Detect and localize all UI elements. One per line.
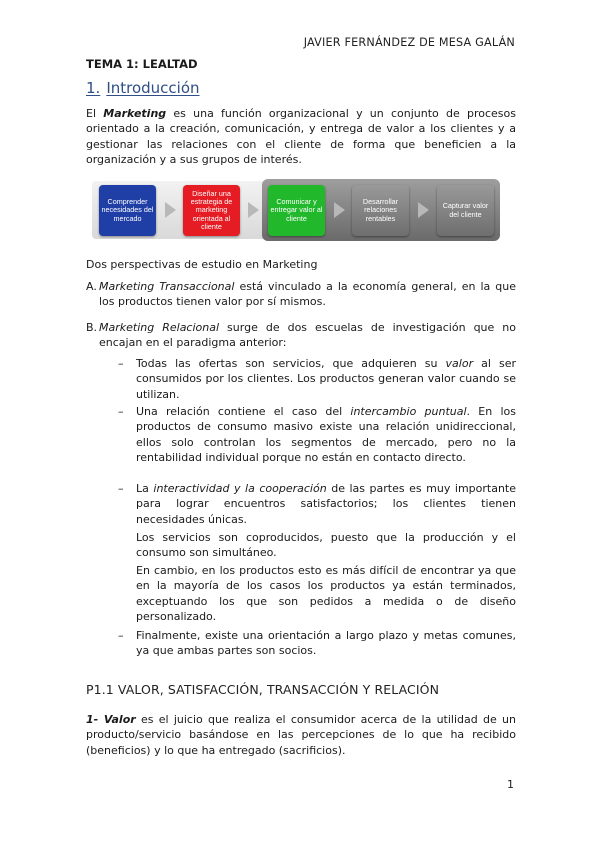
list-term: Marketing Relacional	[99, 321, 220, 334]
list-marker: A.	[86, 280, 97, 293]
process-step-label: Desarrollar relaciones rentables	[362, 197, 399, 223]
process-step-label: Comprender necesidades del mercado	[101, 197, 154, 223]
bullet-text: Finalmente, existe una orientación a largo plazo y metas comunes, ya que ambas partes son socios.	[136, 629, 516, 658]
bullet-emphasis: interactividad y la cooperación	[153, 482, 327, 495]
bullet-item-4	[118, 628, 516, 659]
bullet-text: al ser consumidos por los clientes. Los productos generan valor cuando se utilizan.	[136, 357, 516, 401]
section-title: Introducción	[106, 79, 200, 97]
arrow-right-icon	[248, 202, 259, 218]
list-marker: B.	[86, 321, 98, 334]
process-step-1	[99, 185, 156, 236]
intro-prefix: El	[86, 107, 104, 120]
section-heading-valor-satisfaccion: P1.1 VALOR, SATISFACCIÓN, TRANSACCIÓN Y RELACIÓN	[86, 682, 440, 697]
topic-title: TEMA 1: LEALTAD	[86, 57, 198, 71]
intro-term: Marketing	[103, 107, 167, 120]
valor-term: Valor	[103, 713, 136, 726]
bullet-emphasis: intercambio puntual	[350, 405, 467, 418]
section-heading-introduccion	[86, 79, 200, 97]
bullet-text: . En los productos de consumo masivo existe una relación unidireccional, ellos solo controlan los segmentos de mercado, pero no la rentabilidad individual porque no están en contacto directo.	[136, 405, 516, 465]
marketing-process-diagram	[92, 176, 500, 244]
section-number: 1.	[86, 79, 101, 97]
bullet-text: Todas las ofertas son servicios, que adquieren su	[136, 357, 446, 370]
bullet-continuation-1: Los servicios son coproducidos, puesto que la producción y el consumo son simultáneo.	[136, 531, 516, 560]
process-step-3	[268, 185, 325, 236]
arrow-right-icon	[165, 202, 176, 218]
process-step-label: Comunicar y entregar valor al cliente	[270, 197, 323, 223]
perspectives-intro: Dos perspectivas de estudio en Marketing	[86, 258, 318, 271]
bullet-text: Una relación contiene el caso del	[136, 405, 351, 418]
valor-number: 1-	[86, 713, 104, 726]
bullet-continuation-2: En cambio, en los productos esto es más difícil de encontrar ya que en la mayoría de los casos los productos ya están terminados, exceptuando los que son pedidos a medida o de diseño personalizado.	[136, 564, 516, 624]
process-step-5	[437, 185, 494, 236]
bullet-item-1	[118, 356, 516, 402]
list-text: surge de dos escuelas de investigación que no encajan en el paradigma anterior:	[99, 321, 516, 350]
list-term: Marketing Transaccional	[99, 280, 235, 293]
dash-marker: –	[118, 629, 124, 642]
process-step-2	[183, 185, 240, 236]
arrow-right-icon	[418, 202, 429, 218]
bullet-item-2	[118, 404, 516, 466]
bullet-text: de las partes es muy importante para lograr encuentros satisfactorios; los clientes tienen necesidades únicas.	[136, 482, 516, 526]
process-step-label: Diseñar una estrategia de marketing orientada al cliente	[190, 188, 233, 231]
bullet-emphasis: valor	[445, 357, 474, 370]
bullet-item-3	[118, 481, 516, 527]
valor-paragraph	[86, 712, 516, 758]
dash-marker: –	[118, 357, 124, 370]
intro-text: es una función organizacional y un conjunto de procesos orientado a la creación, comunicación, y entrega de valor a los clientes y a gestionar las relaciones con el cliente de forma que beneficien a la organización y a sus grupos de interés.	[86, 107, 516, 167]
process-step-4	[352, 185, 409, 236]
dash-marker: –	[118, 405, 124, 418]
page-number: 1	[507, 778, 514, 791]
valor-text: es el juicio que realiza el consumidor acerca de la utilidad de un producto/servicio basándose en las percepciones de lo que ha recibido (beneficios) y lo que ha entregado (sacrificios).	[86, 713, 516, 757]
intro-paragraph	[86, 106, 516, 168]
page-header-author: JAVIER FERNÁNDEZ DE MESA GALÁN	[303, 36, 515, 49]
arrow-right-icon	[334, 202, 345, 218]
list-text: está vinculado a la economía general, en la que los productos tienen valor por sí mismos.	[99, 280, 516, 309]
dash-marker: –	[118, 482, 124, 495]
list-item-a	[86, 279, 516, 310]
list-item-b	[86, 320, 516, 351]
process-step-label: Capturar valor del cliente	[442, 201, 489, 219]
bullet-text: La	[136, 482, 154, 495]
